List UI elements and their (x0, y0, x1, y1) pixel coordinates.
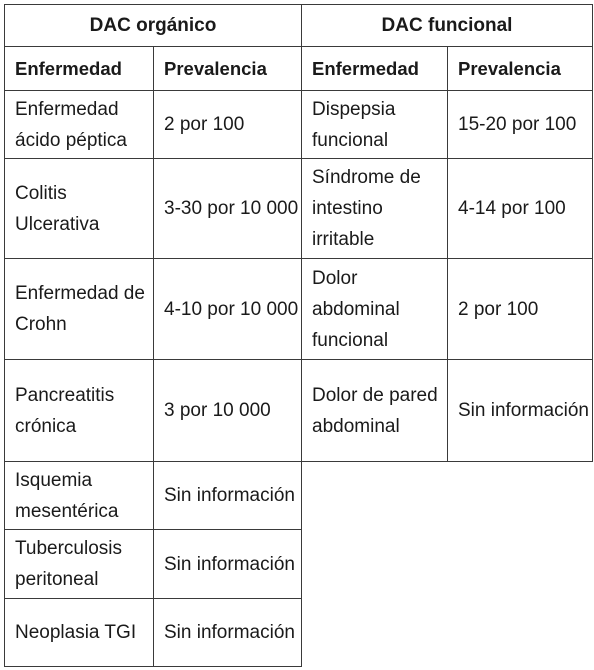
table-row (5, 360, 302, 462)
prevalence-cell: 15-20 por 100 (448, 91, 593, 159)
disease-cell: Pancreatitis crónica (5, 360, 154, 462)
functional-header-prevalence: Prevalencia (448, 47, 593, 91)
disease-cell: Isquemia mesentérica (5, 462, 154, 530)
disease-cell: Neoplasia TGI (5, 599, 154, 667)
organic-title: DAC orgánico (5, 5, 302, 47)
disease-cell: Dolor de pared abdominal (302, 360, 448, 462)
disease-cell: Enfermedad ácido péptica (5, 91, 154, 159)
table-row (302, 91, 593, 159)
table-row (302, 360, 593, 462)
organic-table (4, 4, 302, 667)
organic-header-disease: Enfermedad (5, 47, 154, 91)
prevalence-cell: Sin información (448, 360, 593, 462)
prevalence-cell: 2 por 100 (448, 259, 593, 360)
table-row (5, 159, 302, 259)
prevalence-cell: Sin información (154, 599, 302, 667)
table-row (5, 462, 302, 530)
table-row (5, 530, 302, 599)
prevalence-cell: 2 por 100 (154, 91, 302, 159)
functional-title: DAC funcional (302, 5, 593, 47)
disease-cell: Síndrome de intestino irritable (302, 159, 448, 259)
functional-header-disease: Enfermedad (302, 47, 448, 91)
table-row (5, 91, 302, 159)
prevalence-cell: 4-14 por 100 (448, 159, 593, 259)
organic-header-prevalence: Prevalencia (154, 47, 302, 91)
prevalence-cell: 3 por 10 000 (154, 360, 302, 462)
table-row (302, 259, 593, 360)
prevalence-cell: Sin información (154, 462, 302, 530)
table-row (302, 159, 593, 259)
disease-cell: Dolor abdominal funcional (302, 259, 448, 360)
disease-cell: Tuberculosis peritoneal (5, 530, 154, 599)
disease-cell: Enfermedad de Crohn (5, 259, 154, 360)
prevalence-cell: 3-30 por 10 000 (154, 159, 302, 259)
prevalence-cell: 4-10 por 10 000 (154, 259, 302, 360)
functional-table (301, 4, 593, 462)
prevalence-cell: Sin información (154, 530, 302, 599)
table-row (5, 599, 302, 667)
table-row (5, 259, 302, 360)
disease-cell: Colitis Ulcerativa (5, 159, 154, 259)
disease-cell: Dispepsia funcional (302, 91, 448, 159)
